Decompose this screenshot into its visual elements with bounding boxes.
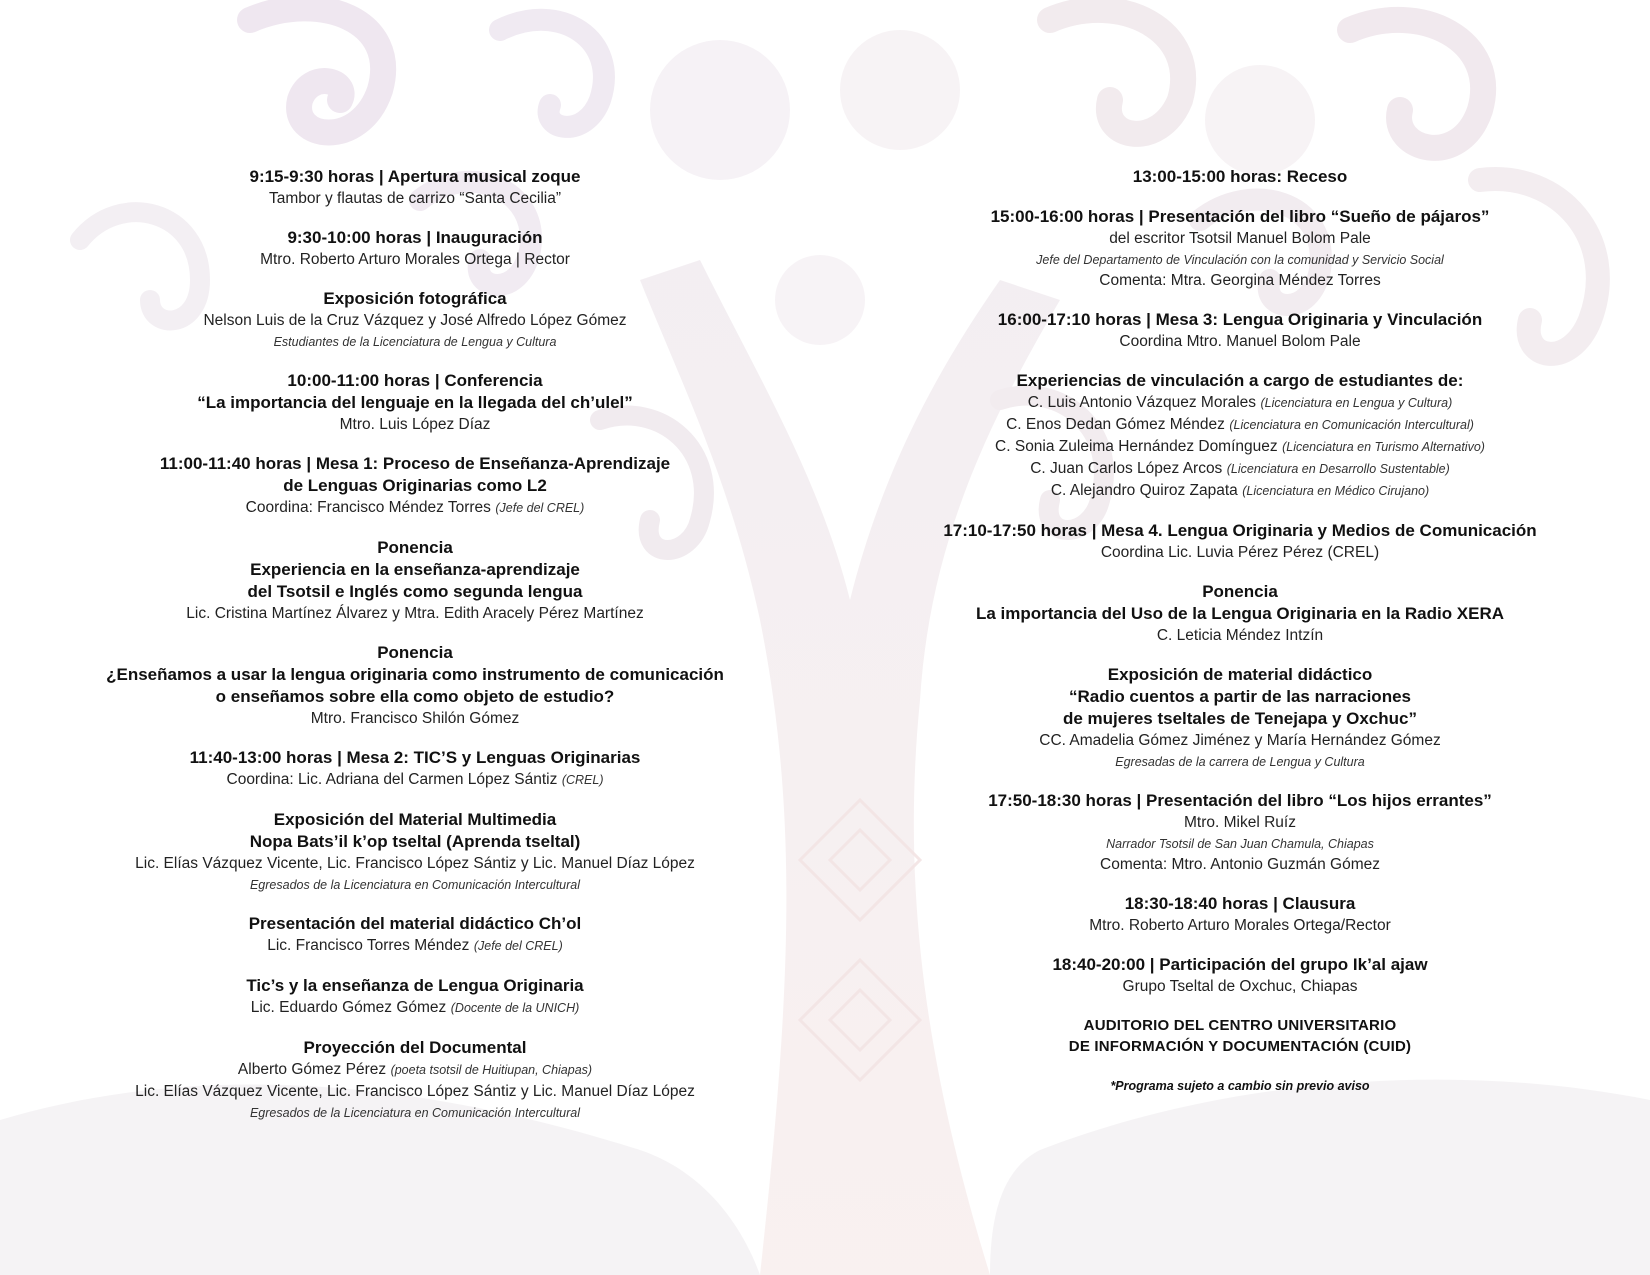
- right-program-line: [880, 893, 1600, 915]
- left-program-item: [60, 370, 770, 435]
- left-program-line: [60, 414, 770, 435]
- right-program-line: [880, 664, 1600, 686]
- left-program-line: [60, 227, 770, 249]
- right-program-line: [880, 708, 1600, 730]
- right-program-line: [880, 581, 1600, 603]
- detail-text: Mtro. Luis López Díaz: [339, 416, 491, 433]
- right-program-line: [880, 686, 1600, 708]
- right-program-line: [880, 458, 1600, 480]
- left-program-line: [60, 769, 770, 791]
- right-program-item: [880, 309, 1600, 352]
- right-column: [880, 166, 1600, 1115]
- left-program-line: [60, 392, 770, 414]
- role-note-text: (Licenciatura en Lengua y Cultura): [1260, 396, 1453, 410]
- heading-text: 13:00-15:00 horas: Receso: [1132, 167, 1348, 186]
- heading-text: Experiencia en la enseñanza-aprendizaje: [250, 560, 580, 579]
- heading-text: 11:00-11:40 horas | Mesa 1: Proceso de Enseñanza-Aprendizaje: [159, 454, 671, 473]
- heading-text: 18:40-20:00 | Participación del grupo Ik’al ajaw: [1052, 955, 1428, 974]
- left-program-line: [60, 997, 770, 1019]
- left-program-item: [60, 975, 770, 1019]
- detail-text: C. Luis Antonio Vázquez Morales: [1027, 394, 1257, 411]
- left-program-line: [60, 664, 770, 686]
- right-program-line: [880, 228, 1600, 249]
- right-program-line: [880, 812, 1600, 833]
- left-program-line: [60, 853, 770, 874]
- detail-text: Coordina: Lic. Adriana del Carmen López Sántiz: [226, 771, 558, 788]
- right-program-item: [880, 206, 1600, 291]
- detail-text: Alberto Gómez Pérez: [237, 1061, 387, 1078]
- left-program-line: [60, 747, 770, 769]
- detail-text: Mtro. Mikel Ruíz: [1184, 814, 1296, 831]
- heading-text: de Lenguas Originarias como L2: [283, 476, 547, 495]
- left-program-line: [60, 603, 770, 624]
- detail-text: Coordina Lic. Luvia Pérez Pérez (CREL): [1100, 544, 1380, 561]
- heading-text: Ponencia: [377, 643, 453, 662]
- right-program-line: [880, 625, 1600, 646]
- heading-text: 11:40-13:00 horas | Mesa 2: TIC’S y Lenguas Originarias: [189, 748, 641, 767]
- disclaimer-text: *Programa sujeto a cambio sin previo aviso: [1110, 1079, 1370, 1093]
- heading-text: o enseñamos sobre ella como objeto de estudio?: [215, 687, 615, 706]
- left-program-line: [60, 475, 770, 497]
- detail-text: C. Juan Carlos López Arcos: [1030, 460, 1223, 477]
- heading-text: de mujeres tseltales de Tenejapa y Oxchuc”: [1062, 709, 1417, 728]
- detail-text: Comenta: Mtra. Georgina Méndez Torres: [1099, 272, 1381, 289]
- heading-text: Proyección del Documental: [303, 1038, 527, 1057]
- right-program-line: [880, 392, 1600, 414]
- heading-text: Ponencia: [1202, 582, 1278, 601]
- detail-text: Nelson Luis de la Cruz Vázquez y José Alfredo López Gómez: [203, 312, 627, 329]
- detail-text: Coordina: Francisco Méndez Torres: [245, 499, 491, 516]
- detail-text: CC. Amadelia Gómez Jiménez y María Hernández Gómez: [1039, 732, 1441, 749]
- heading-text: La importancia del Uso de la Lengua Originaria en la Radio XERA: [975, 604, 1505, 623]
- detail-text: Mtro. Roberto Arturo Morales Ortega/Rector: [1089, 917, 1391, 934]
- detail-text: C. Alejandro Quiroz Zapata: [1050, 482, 1238, 499]
- right-program-line: [880, 833, 1600, 854]
- detail-text: Lic. Eduardo Gómez Gómez: [250, 999, 447, 1016]
- heading-text: Tic’s y la enseñanza de Lengua Originaria: [246, 976, 584, 995]
- right-program-item: [880, 370, 1600, 502]
- left-program-line: [60, 1102, 770, 1123]
- left-program-line: [60, 874, 770, 895]
- role-note-text: (Jefe del CREL): [495, 501, 585, 515]
- left-program-line: [60, 1037, 770, 1059]
- left-program-line: [60, 249, 770, 270]
- left-program-line: [60, 935, 770, 957]
- heading-text: 15:00-16:00 horas | Presentación del libro “Sueño de pájaros”: [990, 207, 1490, 226]
- right-program-line: [880, 1075, 1600, 1097]
- right-program-line: [880, 954, 1600, 976]
- left-program-line: [60, 188, 770, 209]
- left-program-line: [60, 913, 770, 935]
- left-program-line: [60, 831, 770, 853]
- detail-text: C. Sonia Zuleima Hernández Domínguez: [995, 438, 1278, 455]
- detail-text: Mtro. Roberto Arturo Morales Ortega | Rector: [260, 251, 570, 268]
- right-program-line: [880, 854, 1600, 875]
- right-program-item: [880, 1075, 1600, 1097]
- heading-text: 16:00-17:10 horas | Mesa 3: Lengua Originaria y Vinculación: [997, 310, 1483, 329]
- right-program-line: [880, 520, 1600, 542]
- heading-text: Ponencia: [377, 538, 453, 557]
- subtitle-text: Egresadas de la carrera de Lengua y Cultura: [1115, 755, 1365, 769]
- role-note-text: (Jefe del CREL): [473, 939, 563, 953]
- right-program-line: [880, 603, 1600, 625]
- right-program-item: [880, 581, 1600, 646]
- right-program-line: [880, 790, 1600, 812]
- detail-text: del escritor Tsotsil Manuel Bolom Pale: [1109, 230, 1371, 247]
- left-program-item: [60, 227, 770, 270]
- left-program-line: [60, 559, 770, 581]
- detail-text: C. Leticia Méndez Intzín: [1156, 627, 1324, 644]
- heading-text: 17:10-17:50 horas | Mesa 4. Lengua Originaria y Medios de Comunicación: [943, 521, 1537, 540]
- heading-text: 10:00-11:00 horas | Conferencia: [287, 371, 543, 390]
- subtitle-text: Egresados de la Licenciatura en Comunicación Intercultural: [249, 878, 581, 892]
- left-program-item: [60, 913, 770, 957]
- left-program-line: [60, 1081, 770, 1102]
- right-program-line: [880, 331, 1600, 352]
- right-program-item: [880, 166, 1600, 188]
- left-program-line: [60, 581, 770, 603]
- right-program-item: [880, 1015, 1600, 1057]
- heading-text: 9:30-10:00 horas | Inauguración: [287, 228, 543, 247]
- right-program-line: [880, 414, 1600, 436]
- right-program-line: [880, 542, 1600, 563]
- right-program-line: [880, 270, 1600, 291]
- left-program-line: [60, 310, 770, 331]
- left-program-item: [60, 537, 770, 624]
- right-program-line: [880, 309, 1600, 331]
- right-program-item: [880, 790, 1600, 875]
- left-program-item: [60, 453, 770, 519]
- right-program-line: [880, 751, 1600, 772]
- left-program-line: [60, 497, 770, 519]
- detail-text: Lic. Cristina Martínez Álvarez y Mtra. Edith Aracely Pérez Martínez: [186, 605, 644, 622]
- right-program-item: [880, 664, 1600, 772]
- right-program-line: [880, 249, 1600, 270]
- left-program-line: [60, 686, 770, 708]
- left-program-line: [60, 166, 770, 188]
- heading-text: 17:50-18:30 horas | Presentación del libro “Los hijos errantes”: [988, 791, 1492, 810]
- right-program-line: [880, 436, 1600, 458]
- detail-text: Lic. Elías Vázquez Vicente, Lic. Francisco López Sántiz y Lic. Manuel Díaz López: [135, 1083, 695, 1100]
- left-program-line: [60, 288, 770, 310]
- left-program-line: [60, 331, 770, 352]
- right-program-line: [880, 976, 1600, 997]
- heading-text: ¿Enseñamos a usar la lengua originaria como instrumento de comunicación: [106, 665, 724, 684]
- venue-text: DE INFORMACIÓN Y DOCUMENTACIÓN (CUID): [1068, 1038, 1412, 1055]
- left-program-line: [60, 453, 770, 475]
- subtitle-text: Narrador Tsotsil de San Juan Chamula, Chiapas: [1106, 837, 1374, 851]
- left-program-item: [60, 166, 770, 209]
- heading-text: 9:15-9:30 horas | Apertura musical zoque: [249, 167, 581, 186]
- heading-text: Experiencias de vinculación a cargo de estudiantes de:: [1016, 371, 1464, 390]
- heading-text: Nopa Bats’il k’op tseltal (Aprenda tseltal): [249, 832, 581, 851]
- right-program-line: [880, 166, 1600, 188]
- right-program-line: [880, 1015, 1600, 1036]
- heading-text: Exposición fotográfica: [323, 289, 507, 308]
- right-program-item: [880, 954, 1600, 997]
- right-program-line: [880, 206, 1600, 228]
- left-program-line: [60, 370, 770, 392]
- role-note-text: (Licenciatura en Médico Cirujano): [1242, 484, 1430, 498]
- left-program-item: [60, 288, 770, 352]
- detail-text: Coordina Mtro. Manuel Bolom Pale: [1119, 333, 1361, 350]
- role-note-text: (Licenciatura en Desarrollo Sustentable): [1226, 462, 1450, 476]
- right-program-item: [880, 893, 1600, 936]
- right-program-line: [880, 730, 1600, 751]
- detail-text: Comenta: Mtro. Antonio Guzmán Gómez: [1100, 856, 1380, 873]
- left-column: [60, 166, 770, 1141]
- role-note-text: (CREL): [561, 773, 604, 787]
- left-program-line: [60, 537, 770, 559]
- left-program-line: [60, 708, 770, 729]
- left-program-line: [60, 975, 770, 997]
- left-program-item: [60, 1037, 770, 1123]
- right-program-line: [880, 915, 1600, 936]
- right-program-line: [880, 370, 1600, 392]
- heading-text: “La importancia del lenguaje en la llegada del ch’ulel”: [197, 393, 633, 412]
- left-program-line: [60, 1059, 770, 1081]
- subtitle-text: Estudiantes de la Licenciatura de Lengua y Cultura: [273, 335, 557, 349]
- heading-text: “Radio cuentos a partir de las narraciones: [1068, 687, 1411, 706]
- left-program-item: [60, 809, 770, 895]
- detail-text: C. Enos Dedan Gómez Méndez: [1006, 416, 1225, 433]
- heading-text: Exposición de material didáctico: [1107, 665, 1373, 684]
- detail-text: Lic. Francisco Torres Méndez: [267, 937, 470, 954]
- left-program-item: [60, 642, 770, 729]
- heading-text: 18:30-18:40 horas | Clausura: [1124, 894, 1356, 913]
- left-program-line: [60, 642, 770, 664]
- detail-text: Mtro. Francisco Shilón Gómez: [310, 710, 520, 727]
- subtitle-text: Egresados de la Licenciatura en Comunicación Intercultural: [249, 1106, 581, 1120]
- left-program-line: [60, 809, 770, 831]
- role-note-text: (Licenciatura en Turismo Alternativo): [1282, 440, 1485, 454]
- subtitle-text: Jefe del Departamento de Vinculación con la comunidad y Servicio Social: [1036, 253, 1444, 267]
- venue-text: AUDITORIO DEL CENTRO UNIVERSITARIO: [1083, 1017, 1397, 1034]
- heading-text: del Tsotsil e Inglés como segunda lengua: [247, 582, 583, 601]
- role-note-text: (Docente de la UNICH): [450, 1001, 580, 1015]
- right-program-line: [880, 1036, 1600, 1057]
- right-program-item: [880, 520, 1600, 563]
- role-note-text: (Licenciatura en Comunicación Intercultural): [1229, 418, 1474, 432]
- detail-text: Grupo Tseltal de Oxchuc, Chiapas: [1122, 978, 1358, 995]
- right-program-line: [880, 480, 1600, 502]
- detail-text: Lic. Elías Vázquez Vicente, Lic. Francisco López Sántiz y Lic. Manuel Díaz López: [135, 855, 695, 872]
- heading-text: Exposición del Material Multimedia: [273, 810, 557, 829]
- detail-text: Tambor y flautas de carrizo “Santa Cecilia”: [268, 190, 562, 207]
- left-program-item: [60, 747, 770, 791]
- heading-text: Presentación del material didáctico Ch’ol: [248, 914, 582, 933]
- role-note-text: (poeta tsotsil de Huitiupan, Chiapas): [390, 1063, 593, 1077]
